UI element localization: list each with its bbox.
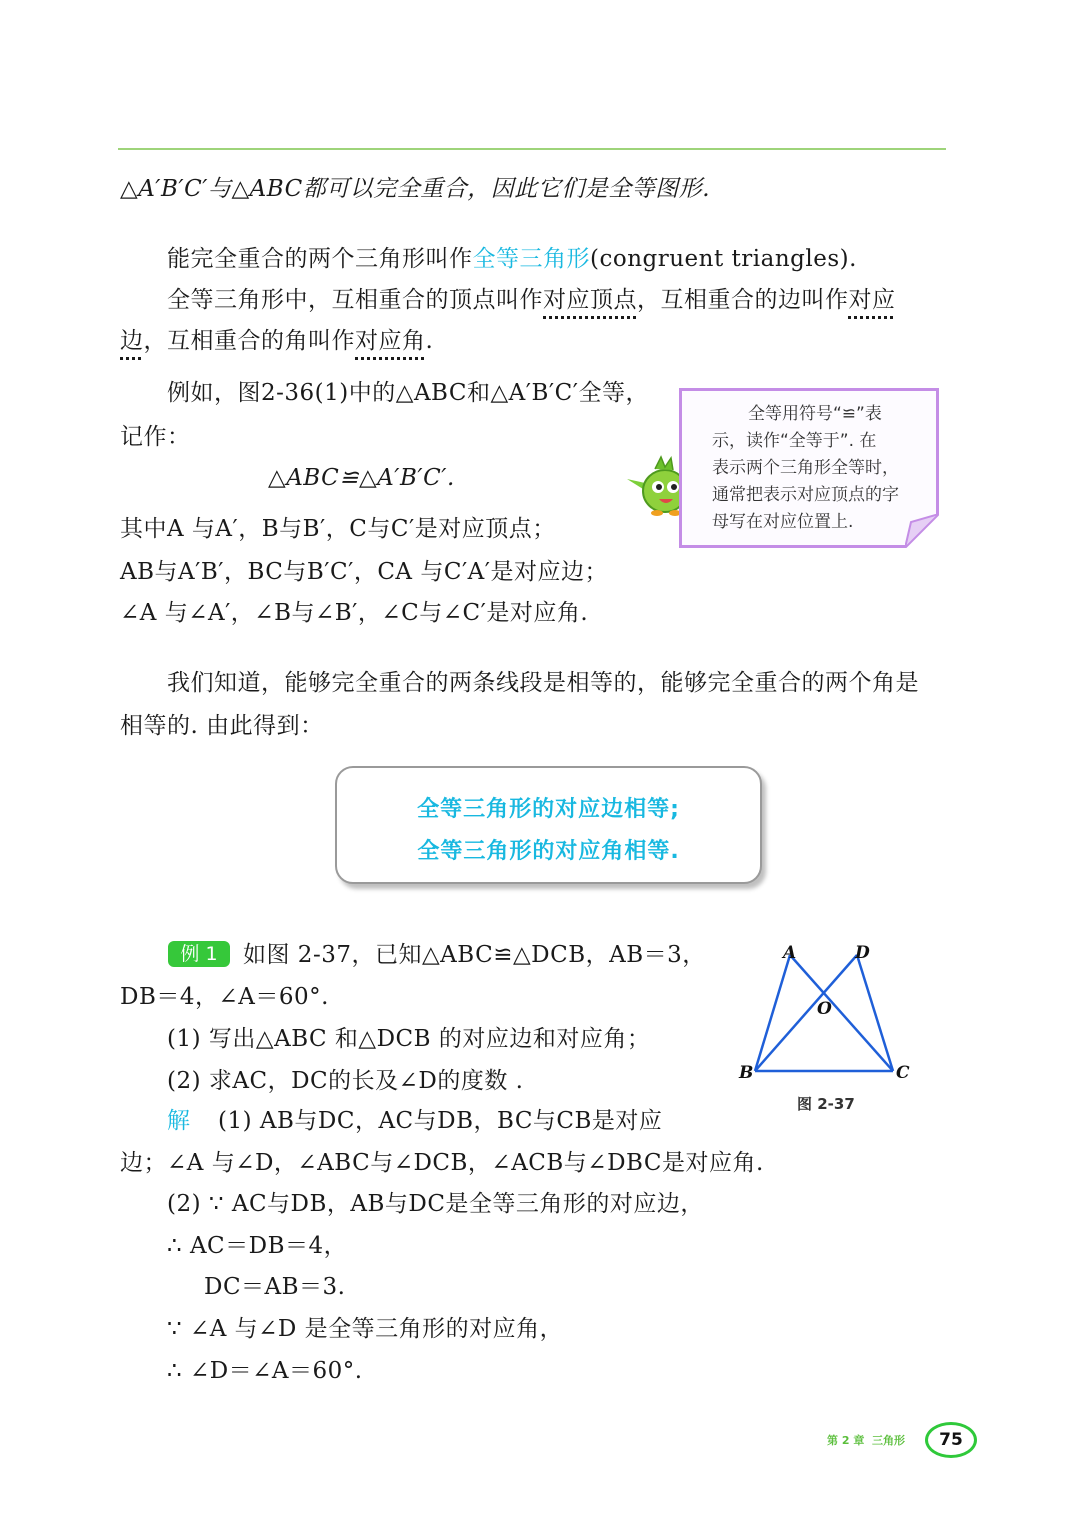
example-line: DB＝4，∠A＝60°. bbox=[120, 984, 329, 1010]
solution-line: DC＝AB＝3. bbox=[204, 1274, 346, 1300]
solution-line: (1) AB与DC，AC与DB，BC与CB是对应 bbox=[218, 1108, 663, 1134]
paragraph-line: △A′B′C′与△ABC都可以完全重合，因此它们是全等图形. bbox=[120, 176, 710, 202]
figure-caption: 图 2-37 bbox=[797, 1095, 855, 1113]
tip-box bbox=[679, 388, 939, 548]
paragraph-line: 其中A 与A′，B与B′，C与C′是对应顶点； bbox=[120, 516, 556, 542]
footer-chapter: 第 2 章 三角形 bbox=[827, 1434, 905, 1447]
solution-line: ∵ ∠A 与∠D 是全等三角形的对应角， bbox=[167, 1316, 564, 1342]
label-a: A bbox=[783, 943, 797, 963]
label-b: B bbox=[739, 1063, 754, 1083]
header-rule bbox=[118, 148, 946, 150]
term-corresponding-vertices: 对应顶点 bbox=[543, 287, 637, 313]
tip-line: 表示两个三角形全等时， bbox=[712, 458, 899, 478]
label-d: D bbox=[855, 943, 870, 963]
example-question: (1) 写出△ABC 和△DCB 的对应边和对应角； bbox=[167, 1026, 651, 1052]
solution-line: ∴ AC＝DB＝4， bbox=[167, 1233, 348, 1259]
tip-line: 示，读作“全等于”. 在 bbox=[712, 431, 877, 451]
term-congruent-triangles: 全等三角形 bbox=[472, 246, 590, 272]
segment-cd bbox=[857, 955, 893, 1071]
segment-ab bbox=[755, 955, 790, 1071]
definition-line: 能完全重合的两个三角形叫作全等三角形(congruent triangles). bbox=[167, 246, 857, 272]
solution-line: ∴ ∠D＝∠A＝60°. bbox=[167, 1358, 363, 1384]
paragraph-line: AB与A′B′，BC与B′C′，CA 与C′A′是对应边； bbox=[120, 559, 609, 585]
page-fold-icon bbox=[905, 514, 939, 548]
solution-line: 边；∠A 与∠D，∠ABC与∠DCB，∠ACB与∠DBC是对应角. bbox=[120, 1150, 764, 1176]
term-corresponding-sides: 对应 bbox=[848, 287, 896, 313]
tip-line: 通常把表示对应顶点的字 bbox=[712, 485, 899, 505]
label-o: O bbox=[817, 999, 832, 1019]
conclusion-box bbox=[335, 766, 762, 884]
solution-line: (2) ∵ AC与DB，AB与DC是全等三角形的对应边， bbox=[167, 1191, 704, 1217]
paragraph-line: ∠A 与∠A′，∠B与∠B′，∠C与∠C′是对应角. bbox=[120, 600, 589, 626]
conclusion-line: 全等三角形的对应角相等. bbox=[417, 839, 680, 864]
conclusion-line: 全等三角形的对应边相等; bbox=[417, 797, 680, 822]
tip-line: 全等用符号“≌”表 bbox=[748, 404, 882, 424]
tip-line: 母写在对应位置上. bbox=[712, 512, 854, 532]
term-corresponding-angles: 对应角 bbox=[355, 328, 426, 354]
definition-line: 边，互相重合的角叫作对应角. bbox=[120, 328, 434, 354]
term-corresponding-sides-end: 边 bbox=[120, 328, 144, 354]
page-footer bbox=[827, 1426, 977, 1456]
page-number: 75 bbox=[925, 1422, 977, 1458]
paragraph-line: 例如，图2-36(1)中的△ABC和△A′B′C′全等， bbox=[167, 380, 649, 406]
example-line: 如图 2-37，已知△ABC≌△DCB，AB＝3， bbox=[243, 942, 706, 968]
paragraph-line: 相等的. 由此得到： bbox=[120, 713, 324, 739]
label-c: C bbox=[896, 1063, 910, 1083]
paragraph-line: 记作： bbox=[120, 424, 191, 450]
paragraph-line: 我们知道，能够完全重合的两条线段是相等的，能够完全重合的两个角是 bbox=[167, 670, 919, 696]
example-tag: 例 1 bbox=[168, 941, 230, 967]
congruence-notation: △ABC≌△A′B′C′. bbox=[268, 465, 455, 491]
definition-line: 全等三角形中，互相重合的顶点叫作对应顶点，互相重合的边叫作对应 bbox=[167, 287, 896, 313]
figure-2-37 bbox=[735, 938, 925, 1118]
solution-label: 解 bbox=[167, 1108, 191, 1134]
example-question: (2) 求AC，DC的长及∠D的度数 . bbox=[167, 1068, 524, 1094]
